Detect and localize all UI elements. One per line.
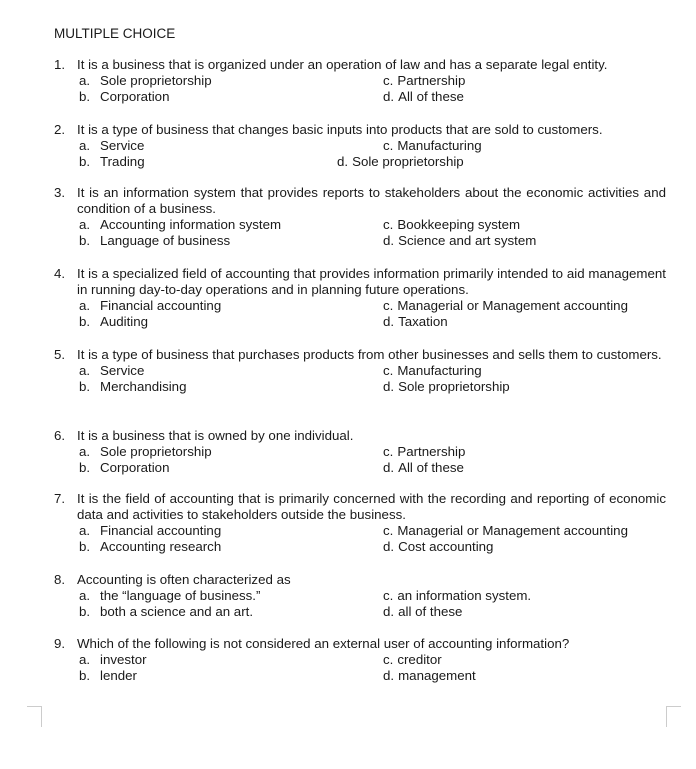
answer-option[interactable] <box>79 154 145 170</box>
option-letter: d. <box>383 233 395 248</box>
question-text: It is a business that is organized under an operation of law and has a separate legal entity. <box>77 57 608 72</box>
question-number: 2. <box>54 122 66 137</box>
question-number: 7. <box>54 491 66 506</box>
option-text: Manufacturing <box>397 138 482 153</box>
answer-option[interactable] <box>79 444 212 460</box>
option-letter: a. <box>79 652 91 667</box>
answer-option[interactable] <box>383 298 628 314</box>
question <box>54 122 666 170</box>
option-text: All of these <box>398 89 464 104</box>
option-text: Partnership <box>397 444 466 459</box>
answer-option[interactable] <box>79 217 281 233</box>
question-number: 5. <box>54 347 66 362</box>
option-text: Sole proprietorship <box>398 379 510 394</box>
question <box>54 347 666 395</box>
option-letter: d. <box>383 604 395 619</box>
question <box>54 185 666 249</box>
option-text: Financial accounting <box>100 298 222 313</box>
option-letter: b. <box>79 668 91 683</box>
option-letter: c. <box>383 523 394 538</box>
option-letter: c. <box>383 73 394 88</box>
option-letter: b. <box>79 379 91 394</box>
option-letter: a. <box>79 363 91 378</box>
answer-option[interactable] <box>383 588 531 604</box>
option-letter: d. <box>383 89 395 104</box>
option-text: Cost accounting <box>398 539 494 554</box>
question <box>54 636 666 684</box>
answer-option[interactable] <box>383 314 448 330</box>
option-text: both a science and an art. <box>100 604 254 619</box>
question-text: It is a specialized field of accounting that provides information primarily intended to aid management in running day-to-day operations and in planning future operations. <box>77 266 666 297</box>
option-text: Financial accounting <box>100 523 222 538</box>
option-letter: d. <box>383 539 395 554</box>
option-letter: a. <box>79 523 91 538</box>
answer-option[interactable] <box>337 154 464 170</box>
option-text: Corporation <box>100 460 170 475</box>
option-letter: b. <box>79 604 91 619</box>
option-letter: d. <box>383 460 395 475</box>
option-text: lender <box>100 668 137 683</box>
answer-option[interactable] <box>383 604 462 620</box>
option-text: Language of business <box>100 233 231 248</box>
option-text: Sole proprietorship <box>100 444 212 459</box>
question <box>54 266 666 330</box>
question-text: It is the field of accounting that is primarily concerned with the recording and reporting of economic data and activities to stakeholders outside the business. <box>77 491 666 522</box>
option-text: Accounting research <box>100 539 222 554</box>
option-text: the “language of business.” <box>100 588 261 603</box>
question-text: Accounting is often characterized as <box>77 572 291 587</box>
option-letter: a. <box>79 217 91 232</box>
crop-mark-right <box>666 706 681 727</box>
option-letter: a. <box>79 298 91 313</box>
option-letter: d. <box>383 668 395 683</box>
option-letter: d. <box>337 154 349 169</box>
option-text: Service <box>100 138 145 153</box>
option-letter: c. <box>383 138 394 153</box>
answer-option[interactable] <box>79 523 221 539</box>
answer-option[interactable] <box>79 138 144 154</box>
question-number: 6. <box>54 428 66 443</box>
option-text: creditor <box>397 652 442 667</box>
question <box>54 491 666 555</box>
option-text: Managerial or Management accounting <box>397 523 628 538</box>
option-text: management <box>398 668 476 683</box>
option-letter: c. <box>383 298 394 313</box>
option-text: Corporation <box>100 89 170 104</box>
option-text: Bookkeeping system <box>397 217 521 232</box>
option-letter: c. <box>383 444 394 459</box>
answer-option[interactable] <box>383 523 628 539</box>
question <box>54 57 666 105</box>
answer-option[interactable] <box>79 73 212 89</box>
option-text: Accounting information system <box>100 217 282 232</box>
answer-option[interactable] <box>383 73 465 89</box>
question-text: It is a type of business that purchases products from other businesses and sells them to customers. <box>77 347 662 362</box>
option-text: all of these <box>398 604 463 619</box>
option-letter: b. <box>79 233 91 248</box>
option-letter: b. <box>79 314 91 329</box>
answer-option[interactable] <box>79 460 169 476</box>
option-letter: a. <box>79 73 91 88</box>
option-letter: b. <box>79 154 91 169</box>
answer-option[interactable] <box>383 138 482 154</box>
option-letter: b. <box>79 460 91 475</box>
option-text: Manufacturing <box>397 363 482 378</box>
answer-option[interactable] <box>383 89 464 105</box>
answer-option[interactable] <box>383 379 510 395</box>
answer-option[interactable] <box>79 539 221 555</box>
answer-option[interactable] <box>79 314 148 330</box>
option-text: Sole proprietorship <box>352 154 464 169</box>
option-letter: b. <box>79 539 91 554</box>
option-text: investor <box>100 652 147 667</box>
option-text: All of these <box>398 460 464 475</box>
option-text: Partnership <box>397 73 466 88</box>
question-text: It is a type of business that changes basic inputs into products that are sold to customers. <box>77 122 603 137</box>
option-letter: a. <box>79 444 91 459</box>
option-text: Auditing <box>100 314 149 329</box>
option-letter: c. <box>383 652 394 667</box>
option-text: Merchandising <box>100 379 187 394</box>
question-text: It is a business that is owned by one individual. <box>77 428 354 443</box>
option-letter: a. <box>79 588 91 603</box>
answer-option[interactable] <box>383 233 536 249</box>
question <box>54 572 666 620</box>
question-number: 3. <box>54 185 66 200</box>
answer-option[interactable] <box>79 89 169 105</box>
answer-option[interactable] <box>79 604 253 620</box>
option-letter: c. <box>383 588 394 603</box>
question-number: 8. <box>54 572 66 587</box>
answer-option[interactable] <box>79 233 230 249</box>
answer-option[interactable] <box>79 363 144 379</box>
option-letter: c. <box>383 217 394 232</box>
answer-option[interactable] <box>79 379 186 395</box>
section-title: MULTIPLE CHOICE <box>54 26 176 41</box>
option-letter: b. <box>79 89 91 104</box>
option-letter: a. <box>79 138 91 153</box>
question-number: 4. <box>54 266 66 281</box>
option-letter: c. <box>383 363 394 378</box>
answer-option[interactable] <box>79 298 221 314</box>
option-text: an information system. <box>397 588 532 603</box>
question-number: 9. <box>54 636 66 651</box>
answer-option[interactable] <box>79 652 147 668</box>
option-text: Science and art system <box>398 233 537 248</box>
option-text: Sole proprietorship <box>100 73 212 88</box>
option-text: Taxation <box>398 314 448 329</box>
option-text: Managerial or Management accounting <box>397 298 628 313</box>
question <box>54 428 666 476</box>
answer-option[interactable] <box>383 460 464 476</box>
option-text: Trading <box>100 154 145 169</box>
answer-option[interactable] <box>383 217 520 233</box>
question-text: It is an information system that provides reports to stakeholders about the economic activities and condition of a business. <box>77 185 666 216</box>
option-text: Service <box>100 363 145 378</box>
answer-option[interactable] <box>79 588 260 604</box>
answer-option[interactable] <box>383 444 465 460</box>
question-number: 1. <box>54 57 66 72</box>
option-letter: d. <box>383 314 395 329</box>
crop-mark-left <box>27 706 42 727</box>
answer-option[interactable] <box>383 539 493 555</box>
answer-option[interactable] <box>79 668 137 684</box>
question-text: Which of the following is not considered an external user of accounting information? <box>77 636 570 651</box>
answer-option[interactable] <box>383 668 476 684</box>
answer-option[interactable] <box>383 652 442 668</box>
answer-option[interactable] <box>383 363 482 379</box>
option-letter: d. <box>383 379 395 394</box>
